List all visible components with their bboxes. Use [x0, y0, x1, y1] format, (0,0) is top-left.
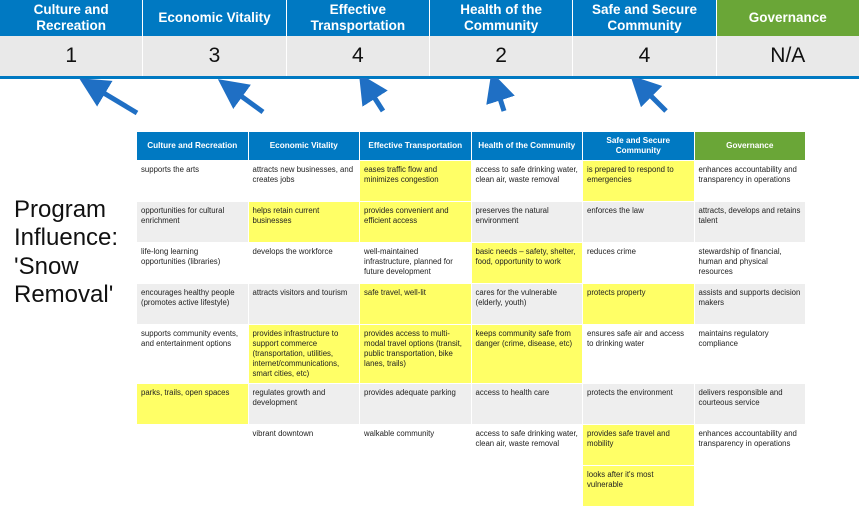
matrix-cell: looks after it's most vulnerable: [583, 465, 695, 506]
matrix-cell: [694, 465, 806, 506]
arrow-effective-transportation: [367, 86, 383, 111]
caption-line-1: Program: [14, 196, 107, 223]
matrix-cell: opportunities for cultural enrichment: [137, 201, 249, 242]
matrix-cell: access to safe drinking water, clean air, waste removal: [471, 160, 583, 201]
matrix-cell: provides access to multi-modal travel options (transit, public transportation, bike lanes, trails): [360, 324, 472, 383]
program-influence-caption: [14, 196, 132, 309]
arrow-culture-recreation: [92, 86, 137, 113]
matrix-cell: regulates growth and development: [248, 383, 360, 424]
priority-header-0: Culture and Recreation: [0, 0, 143, 36]
matrix-cell: access to health care: [471, 383, 583, 424]
matrix-cell: assists and supports decision makers: [694, 283, 806, 324]
priority-header-band: [0, 0, 859, 36]
arrow-economic-vitality: [230, 88, 263, 112]
matrix-header-0: Culture and Recreation: [137, 132, 249, 161]
matrix-cell: enforces the law: [583, 201, 695, 242]
arrow-health-community: [496, 86, 504, 111]
matrix-cell: walkable community: [360, 424, 472, 465]
matrix-cell: safe travel, well-lit: [360, 283, 472, 324]
matrix-cell: eases traffic flow and minimizes congestion: [360, 160, 472, 201]
caption-line-3: 'Snow: [14, 252, 79, 280]
matrix-cell: provides safe travel and mobility: [583, 424, 695, 465]
matrix-cell: basic needs – safety, shelter, food, opportunity to work: [471, 242, 583, 283]
matrix-cell: cares for the vulnerable (elderly, youth): [471, 283, 583, 324]
matrix-cell: attracts new businesses, and creates jobs: [248, 160, 360, 201]
matrix-cell: preserves the natural environment: [471, 201, 583, 242]
community-priorities-matrix: [136, 131, 806, 507]
matrix-cell: parks, trails, open spaces: [137, 383, 249, 424]
matrix-cell: life-long learning opportunities (libraries): [137, 242, 249, 283]
matrix-header-2: Effective Transportation: [360, 132, 472, 161]
priority-score-3: 2: [430, 36, 573, 76]
priority-header-2: Effective Transportation: [287, 0, 430, 36]
matrix-body: [137, 160, 806, 506]
matrix-cell: provides infrastructure to support commerce (transportation, utilities, internet/communications, smart cities, etc): [248, 324, 360, 383]
matrix-cell: protects property: [583, 283, 695, 324]
priority-score-1: 3: [143, 36, 286, 76]
matrix-cell: enhances accountability and transparency in operations: [694, 160, 806, 201]
matrix-row: [137, 201, 806, 242]
matrix-cell: well-maintained infrastructure, planned for future development: [360, 242, 472, 283]
caption-line-2: Influence:: [14, 224, 119, 252]
priority-score-4: 4: [573, 36, 716, 76]
priority-header-4: Safe and Secure Community: [573, 0, 716, 36]
matrix-cell: attracts visitors and tourism: [248, 283, 360, 324]
matrix-header-4: Safe and Secure Community: [583, 132, 695, 161]
matrix-cell: vibrant downtown: [248, 424, 360, 465]
matrix-row: [137, 424, 806, 465]
matrix-cell: encourages healthy people (promotes active lifestyle): [137, 283, 249, 324]
matrix-cell: provides convenient and efficient access: [360, 201, 472, 242]
matrix-cell: keeps community safe from danger (crime, disease, etc): [471, 324, 583, 383]
matrix-row: [137, 465, 806, 506]
matrix-cell: enhances accountability and transparency in operations: [694, 424, 806, 465]
matrix-row: [137, 324, 806, 383]
priority-score-0: 1: [0, 36, 143, 76]
matrix-cell: [137, 424, 249, 465]
matrix-cell: [248, 465, 360, 506]
matrix-cell: attracts, develops and retains talent: [694, 201, 806, 242]
matrix-cell: protects the environment: [583, 383, 695, 424]
matrix-cell: reduces crime: [583, 242, 695, 283]
priority-header-1: Economic Vitality: [143, 0, 286, 36]
arrow-layer: [0, 78, 859, 133]
caption-line-4: Removal': [14, 280, 114, 308]
matrix-cell: maintains regulatory compliance: [694, 324, 806, 383]
arrow-safe-secure-community: [641, 86, 666, 111]
matrix-cell: access to safe drinking water, clean air, waste removal: [471, 424, 583, 465]
matrix-header-3: Health of the Community: [471, 132, 583, 161]
matrix-cell: supports the arts: [137, 160, 249, 201]
matrix-cell: stewardship of financial, human and physical resources: [694, 242, 806, 283]
matrix-row: [137, 283, 806, 324]
matrix-cell: is prepared to respond to emergencies: [583, 160, 695, 201]
priority-header-5: Governance: [717, 0, 859, 36]
matrix-cell: [137, 465, 249, 506]
priority-score-2: 4: [287, 36, 430, 76]
matrix-cell: [360, 465, 472, 506]
priority-score-5: N/A: [770, 44, 806, 67]
matrix-cell: helps retain current businesses: [248, 201, 360, 242]
priority-header-3: Health of the Community: [430, 0, 573, 36]
matrix-cell: ensures safe air and access to drinking water: [583, 324, 695, 383]
matrix-header-5: Governance: [694, 132, 806, 161]
matrix-cell: develops the workforce: [248, 242, 360, 283]
priority-score-band: [0, 36, 859, 76]
matrix-cell: [471, 465, 583, 506]
matrix-cell: supports community events, and entertainment options: [137, 324, 249, 383]
matrix-cell: delivers responsible and courteous service: [694, 383, 806, 424]
matrix-row: [137, 383, 806, 424]
matrix-header-1: Economic Vitality: [248, 132, 360, 161]
matrix-row: [137, 242, 806, 283]
matrix-row: [137, 160, 806, 201]
matrix-header-row: [137, 132, 806, 161]
matrix-cell: provides adequate parking: [360, 383, 472, 424]
